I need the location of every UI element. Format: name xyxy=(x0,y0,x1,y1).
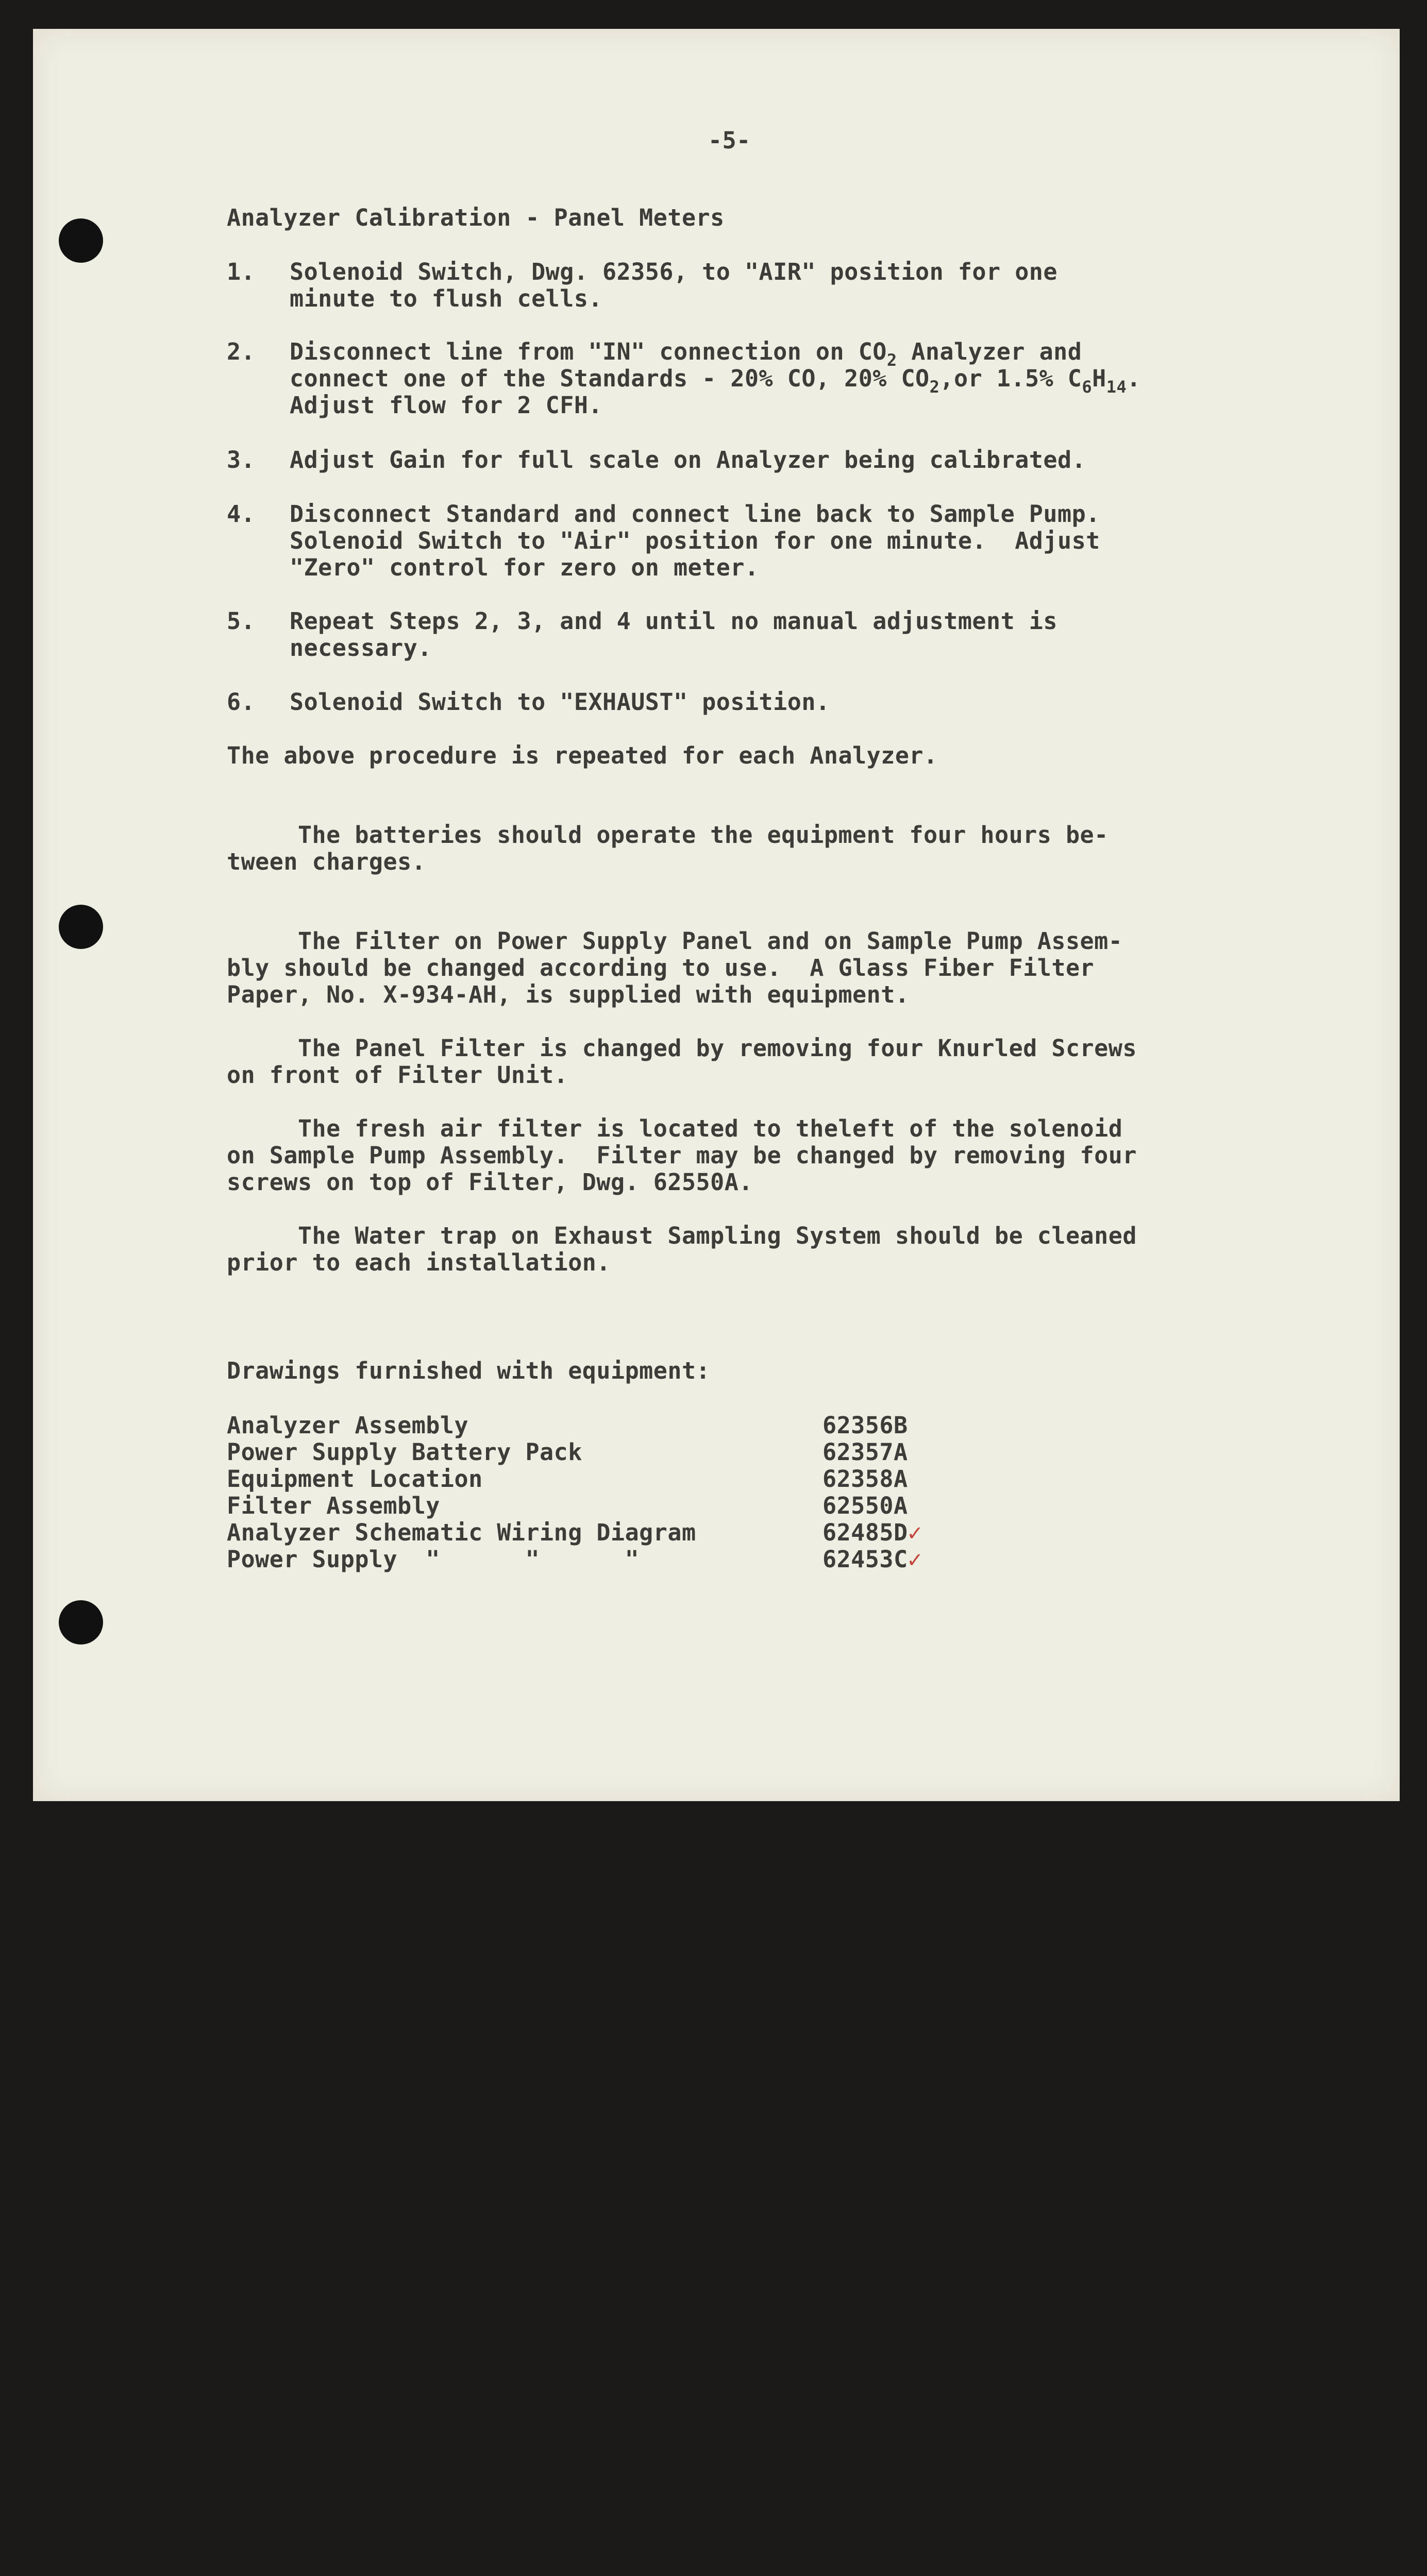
section-heading: Analyzer Calibration - Panel Meters xyxy=(227,204,725,231)
step-number: 6. xyxy=(227,688,256,716)
step-text: Adjust Gain for full scale on Analyzer being calibrated. xyxy=(290,446,1086,473)
paragraph-line: Paper, No. X-934-AH, is supplied with equipment. xyxy=(227,981,910,1008)
paragraph-line: on Sample Pump Assembly. Filter may be changed by removing four xyxy=(227,1142,1137,1169)
drawing-number: 62485D✓ xyxy=(822,1519,922,1546)
step-text: necessary. xyxy=(290,634,432,662)
step-text: connect one of the Standards - 20% CO, 20% $CO_2,or$ 1.5% $C_6H_{14}$. xyxy=(290,365,1141,397)
paragraph-line: on front of Filter Unit. xyxy=(227,1061,568,1089)
paragraph-line: tween charges. xyxy=(227,848,426,875)
typed-text xyxy=(33,29,1400,1801)
drawing-name: Equipment Location xyxy=(227,1465,483,1493)
step-text: Solenoid Switch to "Air" position for one minute. Adjust xyxy=(290,527,1100,554)
paragraph-line: The Panel Filter is changed by removing four Knurled Screws xyxy=(227,1035,1137,1062)
drawing-name: Analyzer Schematic Wiring Diagram xyxy=(227,1519,696,1546)
paragraph-line: The batteries should operate the equipment four hours be- xyxy=(227,821,1109,849)
drawing-name: Filter Assembly xyxy=(227,1492,440,1519)
drawing-number: 62453C✓ xyxy=(822,1546,922,1573)
procedure-note: The above procedure is repeated for each Analyzer. xyxy=(227,742,938,769)
step-text: Disconnect Standard and connect line back to Sample Pump. xyxy=(290,500,1100,528)
check-mark-icon: ✓ xyxy=(908,1519,922,1546)
paragraph-line: The Filter on Power Supply Panel and on Sample Pump Assem- xyxy=(227,927,1123,955)
paragraph-line: screws on top of Filter, Dwg. 62550A. xyxy=(227,1168,753,1196)
page-number: -5- xyxy=(708,127,751,154)
step-text: Solenoid Switch, Dwg. 62356, to "AIR" position for one xyxy=(290,258,1057,285)
step-number: 2. xyxy=(227,338,256,365)
paragraph-line: The fresh air filter is located to theleft of the solenoid xyxy=(227,1115,1123,1142)
step-number: 4. xyxy=(227,500,256,528)
step-text: Adjust flow for 2 CFH. xyxy=(290,392,603,419)
check-mark-icon: ✓ xyxy=(908,1546,922,1573)
step-text: Repeat Steps 2, 3, and 4 until no manual adjustment is xyxy=(290,607,1057,635)
drawings-heading: Drawings furnished with equipment: xyxy=(227,1357,711,1384)
drawing-number: 62358A xyxy=(822,1465,908,1493)
drawing-name: Power Supply " " " xyxy=(227,1546,640,1573)
step-text: Disconnect line from "IN" connection on $CO_2$ Analyzer and xyxy=(290,338,1082,370)
paragraph-line: bly should be changed according to use. A Glass Fiber Filter xyxy=(227,954,1095,981)
drawing-number: 62356B xyxy=(822,1412,908,1439)
paragraph-line: The Water trap on Exhaust Sampling System should be cleaned xyxy=(227,1222,1137,1249)
step-number: 5. xyxy=(227,607,256,635)
document-page xyxy=(33,29,1400,1801)
step-number: 3. xyxy=(227,446,256,473)
paragraph-line: prior to each installation. xyxy=(227,1249,611,1276)
step-text: "Zero" control for zero on meter. xyxy=(290,554,759,581)
drawing-name: Power Supply Battery Pack xyxy=(227,1438,582,1466)
drawing-name: Analyzer Assembly xyxy=(227,1412,469,1439)
step-text: minute to flush cells. xyxy=(290,285,603,312)
step-number: 1. xyxy=(227,258,256,285)
drawing-number: 62550A xyxy=(822,1492,908,1519)
step-text: Solenoid Switch to "EXHAUST" position. xyxy=(290,688,830,716)
drawing-number: 62357A xyxy=(822,1438,908,1466)
